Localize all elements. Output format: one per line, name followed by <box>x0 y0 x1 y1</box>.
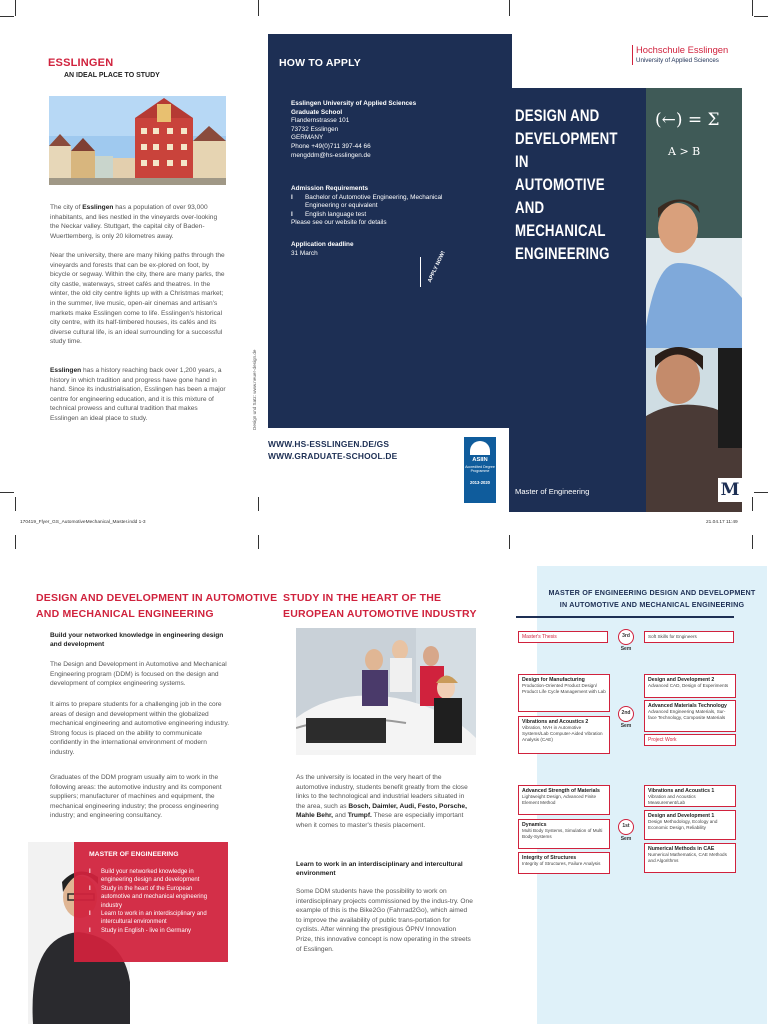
esslingen-subtitle: AN IDEAL PLACE TO STUDY <box>64 72 160 79</box>
logo-name: Hochschule Esslingen <box>636 44 729 55</box>
print-date: 21.04.17 11:49 <box>706 520 738 525</box>
module-dynamics: Dynamics Multi Body Systems, Simulation of Multi Body-Systems <box>518 819 610 849</box>
ddm-paragraph-3: Graduates of the DDM program usually aim to work in the following areas: the automotive industry and its component suppliers; manufacturer of machines and equipment, the mechanical engineering industry; the process engineering industry; and engineering consultancy. <box>50 774 222 820</box>
module-design-development-1: Design and Development 1 Design Methodology, Ecology and Economic Design, Reliability <box>644 810 736 840</box>
degree-label: Master of Engineering <box>515 487 590 496</box>
crop-mark <box>754 16 768 17</box>
crop-mark <box>754 492 768 493</box>
module-design-development-2: Design and Development 2 Advanced CAD, Design of Experiments <box>644 674 736 698</box>
semester-2-marker: 2nd Sem <box>618 706 634 722</box>
master-box-item: I Study in the heart of the European automotive and mechanical engineering industry <box>89 885 208 909</box>
master-box-item: I Learn to work in an interdisciplinary and intercultural environment <box>89 911 207 926</box>
crop-mark <box>0 492 14 493</box>
asiin-seal <box>464 437 496 503</box>
apply-school-name: Graduate School <box>291 108 343 116</box>
requirement-item: I English language test <box>291 210 367 218</box>
apply-now-stamp[interactable] <box>420 250 447 287</box>
students-car-photo <box>296 628 476 755</box>
board-formula-1: (←) = Σ <box>655 110 720 130</box>
apply-email[interactable]: mengddm@hs-esslingen.de <box>291 151 371 159</box>
master-box-item: I Build your networked knowledge in engineering design and development <box>89 869 200 884</box>
ddm-paragraph-1: The Design and Development in Automotive and Mechanical Engineering program (DDM) is focused on the design and development of complex engineering systems. <box>50 661 227 688</box>
module-integrity-structures: Integrity of Structures Integrity of Structures, Failure Analysis <box>518 852 610 874</box>
crop-mark <box>258 0 259 16</box>
crop-mark <box>752 0 753 16</box>
ddm-lead: Build your networked knowledge in engineering design and development <box>50 632 224 649</box>
study-title: STUDY IN THE HEART OF THE EUROPEAN AUTOMOTIVE INDUSTRY <box>283 592 477 620</box>
study-subheading: Learn to work in an interdisciplinary and intercultural environment <box>296 861 463 878</box>
crop-mark <box>509 535 510 549</box>
requirements-title: Admission Requirements <box>291 185 369 192</box>
admission-requirements <box>291 185 491 228</box>
curriculum-title: MASTER OF ENGINEERING DESIGN AND DEVELOPMENT IN AUTOMOTIVE AND MECHANICAL ENGINEERING <box>548 588 756 609</box>
study-paragraph-1: As the university is located in the very heart of the automotive industry, students benefit greatly from the close links to the technological and industrial leaders situated in the area, such as Bosch, Daimler, Audi, Festo, Porsche, Mahle Behr, and Trumpf. These are especially important when it comes to master's thesis placement. <box>296 774 468 829</box>
ddm-title: DESIGN AND DEVELOPMENT IN AUTOMOTIVE AND MECHANICAL ENGINEERING <box>36 592 278 620</box>
asiin-subtitle: Accredited Degree Programme <box>465 465 495 474</box>
module-soft-skills: Soft Skills for Engineers <box>644 631 734 643</box>
requirements-note: Please see our website for details <box>291 219 387 227</box>
logo-bar <box>632 45 633 65</box>
website-link-2[interactable]: WWW.GRADUATE-SCHOOL.DE <box>268 451 398 461</box>
esslingen-paragraph-3: Esslingen has a history reaching back over 1,200 years, a history in which tradition and progress have gone hand in hand. Since its industrialisation, Esslingen has been a major centre for engineering education, and it is this mixture of technical prowess and cultural tradition that makes Esslingen an ideal place to study. <box>50 367 226 422</box>
semester-1-marker: 1st Sem <box>618 819 634 835</box>
crop-mark <box>15 497 16 511</box>
asiin-years: 2013-2020 <box>469 479 491 485</box>
apply-city: 73732 Esslingen <box>291 125 339 133</box>
module-vibrations-acoustics-1: Vibrations and Acoustics 1 Vibration and Acoustics Measurement/Lab <box>644 785 736 807</box>
asiin-label: ASIIN <box>472 457 488 463</box>
curriculum-divider <box>516 616 734 618</box>
board-formula-2: A > B <box>668 145 701 158</box>
crop-mark <box>509 0 510 16</box>
esslingen-paragraph-1: The city of Esslingen has a population of over 93,000 inhabitants, and lies nestled in the vineyards over-looking the Neckar valley. Stuttgart, the capital city of Baden-Wuerttemberg, is only 20 kilometres away. <box>50 204 218 240</box>
logo-subtitle: University of Applied Sciences <box>636 57 719 64</box>
application-deadline <box>291 241 354 258</box>
crop-mark <box>15 535 16 549</box>
module-advanced-materials: Advanced Materials Technology Advanced Engineering Materials, Sur-face Technology, Composite Materials <box>644 700 736 732</box>
esslingen-title: ESSLINGEN <box>48 57 114 69</box>
cover-title: DESIGN AND DEVELOPMENT IN AUTOMOTIVE AND MECHANICAL ENGINEERING <box>515 106 618 263</box>
website-link-1[interactable]: WWW.HS-ESSLINGEN.DE/GS <box>268 439 390 449</box>
print-file-name: 170419_Flyer_GS_AutomotiveMechanical_Master.indd 1-3 <box>20 520 146 525</box>
master-box-list <box>89 868 224 935</box>
module-project-work: Project Work <box>644 734 736 746</box>
apply-address <box>291 100 491 160</box>
esslingen-paragraph-2: Near the university, there are many hiking paths through the vineyards and forests that can be ex-plored on foot, by bicycle or segway. Within the city, there are many parks, the city castle, waterways, street cafés and theatres. In the winter, the old city centre lights up with a Christmas market; in the summer, live music, open-air cinemas and artisan's markets make Esslingen come to life. Esslingen's historical city centre, with its half-timbered houses, its cafés and its diverse cultural life, is an ideal surrounding for a successful study time. <box>50 252 225 346</box>
crop-mark <box>752 535 753 549</box>
asiin-arch-icon <box>470 441 490 455</box>
m-badge: M <box>718 478 742 502</box>
module-masters-thesis: Master's Thesis <box>518 631 608 643</box>
apply-university-name: Esslingen University of Applied Sciences <box>291 100 417 107</box>
module-design-manufacturing: Design for Manufacturing Production-Oriented Product Design/ Product Life Cycle Management with Lab <box>518 674 610 712</box>
study-paragraph-2: Some DDM students have the possibility to work on interdisciplinary projects commissioned by the indus-try. One example of this is the Bike2Go (Fahrrad2Go), which aimed to improve the availability of public trans-portation for cyclists. After winning the prestigious ÖPNV Innovation Prize, this innovative concept is now operating in the streets of Esslingen. <box>296 888 473 953</box>
apply-panel <box>268 34 512 428</box>
design-credit: Design und Satz: www.neuer-design.de <box>252 349 257 430</box>
module-numerical-methods: Numerical Methods in CAE Numerical Mathematics, CAE Methods and Algorithms <box>644 843 736 873</box>
deadline-title: Application deadline <box>291 241 354 248</box>
requirement-item: I Bachelor of Automotive Engineering, Mechanical Engineering or equivalent <box>291 193 443 210</box>
apply-phone: Phone +49(0)711 397-44 66 <box>291 142 371 150</box>
crop-mark <box>258 497 259 511</box>
apply-now-label: APPLY NOW! <box>427 250 447 284</box>
ddm-paragraph-2: It aims to prepare students for a challenging job in the core areas of design and development within the globalized mechanical engineering and automotive engineering industry. Strong focus is placed on the ability to communicate confidently in the international environment of modern industry. <box>50 701 230 756</box>
crop-mark <box>15 0 16 16</box>
deadline-date: 31 March <box>291 249 318 257</box>
apply-country: GERMANY <box>291 134 324 142</box>
crop-mark <box>258 535 259 549</box>
semester-3-marker: 3rd Sem <box>618 629 634 645</box>
module-advanced-strength: Advanced Strength of Materials Lightweight Design, Advanced Finite Element Method <box>518 785 610 815</box>
apply-title: HOW TO APPLY <box>279 57 361 69</box>
crop-mark <box>752 497 753 511</box>
apply-street: Flandernstrasse 101 <box>291 117 350 125</box>
master-box-title: MASTER OF ENGINEERING <box>89 851 179 858</box>
crop-mark <box>0 16 14 17</box>
esslingen-town-photo <box>49 96 226 185</box>
master-box-item: I Study in English - live in Germany <box>89 927 192 934</box>
module-vibrations-acoustics-2: Vibrations and Acoustics 2 Vibration, NVH in Automotive Systems/Lab Computer-Aided Vibration Analysis (CAE) <box>518 716 610 754</box>
